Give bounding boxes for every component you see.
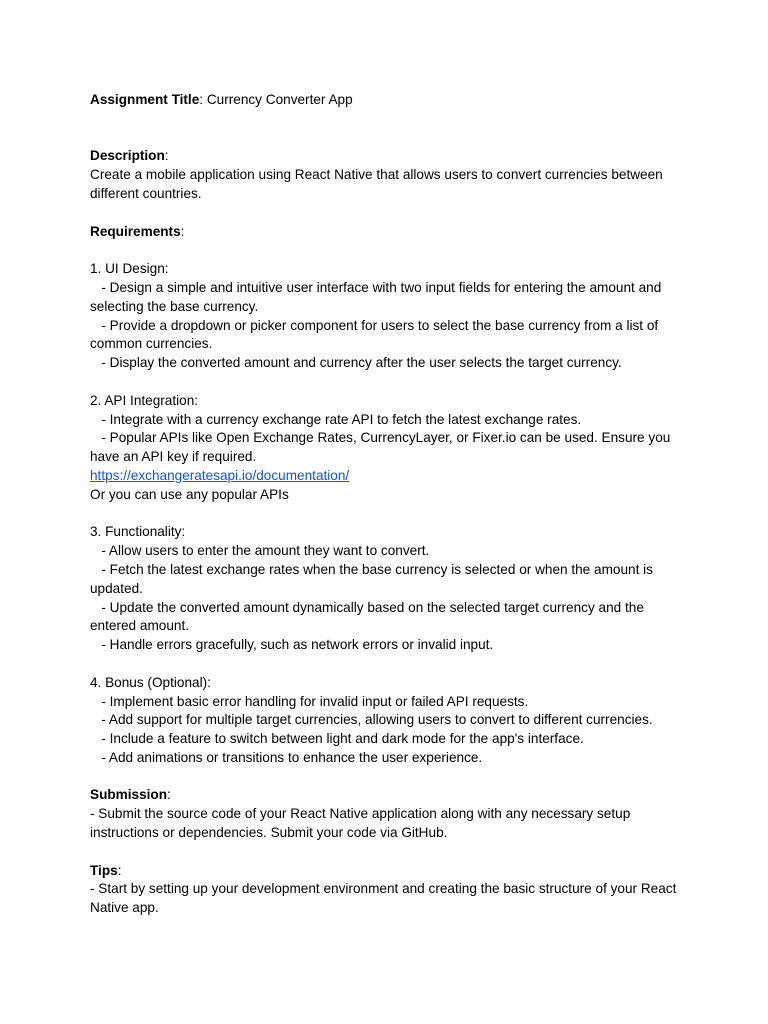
api-docs-link[interactable]: https://exchangeratesapi.io/documentation/ (90, 467, 350, 483)
description-label: Description (90, 148, 165, 164)
list-item: - Add support for multiple target currencies, allowing users to convert to different currencies. (90, 712, 653, 728)
list-item: - Design a simple and intuitive user interface with two input fields for entering the amount and selecting the base currency. (90, 279, 666, 314)
description-text: Create a mobile application using React Native that allows users to convert currencies between different countries. (90, 167, 667, 201)
api-alternative-text: Or you can use any popular APIs (90, 486, 289, 502)
assignment-title-value: : Currency Converter App (199, 92, 353, 107)
tips-label: Tips (90, 862, 118, 878)
description-heading: Description: (90, 148, 169, 164)
list-item: - Implement basic error handling for invalid input or failed API requests. (90, 693, 529, 709)
submission-heading: Submission: (90, 787, 171, 803)
list-item: - Display the converted amount and currency after the user selects the target currency. (90, 355, 622, 371)
list-item: - Provide a dropdown or picker component for users to select the base currency from a list of common currencies. (90, 317, 662, 352)
submission-text: - Submit the source code of your React Native application along with any necessary setup instructions or dependencies. Submit your code via GitHub. (90, 806, 635, 841)
list-item: - Allow users to enter the amount they want to convert. (90, 543, 430, 559)
assignment-title-label: Assignment Title (90, 92, 200, 107)
tips-heading: Tips: (90, 862, 122, 878)
list-item: - Handle errors gracefully, such as network errors or invalid input. (90, 637, 494, 653)
tips-text: - Start by setting up your development environment and creating the basic structure of your React Native app. (90, 881, 681, 916)
submission-label: Submission (90, 787, 168, 803)
list-item: - Integrate with a currency exchange rate API to fetch the latest exchange rates. (90, 411, 582, 427)
list-item: - Include a feature to switch between light and dark mode for the app's interface. (90, 731, 584, 747)
list-item: - Add animations or transitions to enhance the user experience. (90, 749, 483, 765)
assignment-title (90, 91, 690, 110)
api-docs-link-line (90, 467, 690, 486)
requirements-label: Requirements (90, 223, 181, 239)
list-item: - Fetch the latest exchange rates when the base currency is selected or when the amount is updated. (90, 561, 657, 596)
functionality-heading: 3. Functionality: (90, 524, 186, 540)
api-integration-heading: 2. API Integration: (90, 392, 199, 408)
requirements-heading: Requirements: (90, 223, 185, 239)
list-item: - Popular APIs like Open Exchange Rates, CurrencyLayer, or Fixer.io can be used. Ensure you have an API key if required. (90, 430, 675, 465)
document-body (90, 91, 690, 918)
ui-design-heading: 1. UI Design: (90, 261, 169, 277)
bonus-heading: 4. Bonus (Optional): (90, 674, 211, 690)
list-item: - Update the converted amount dynamically based on the selected target currency and the entered amount. (90, 599, 648, 634)
